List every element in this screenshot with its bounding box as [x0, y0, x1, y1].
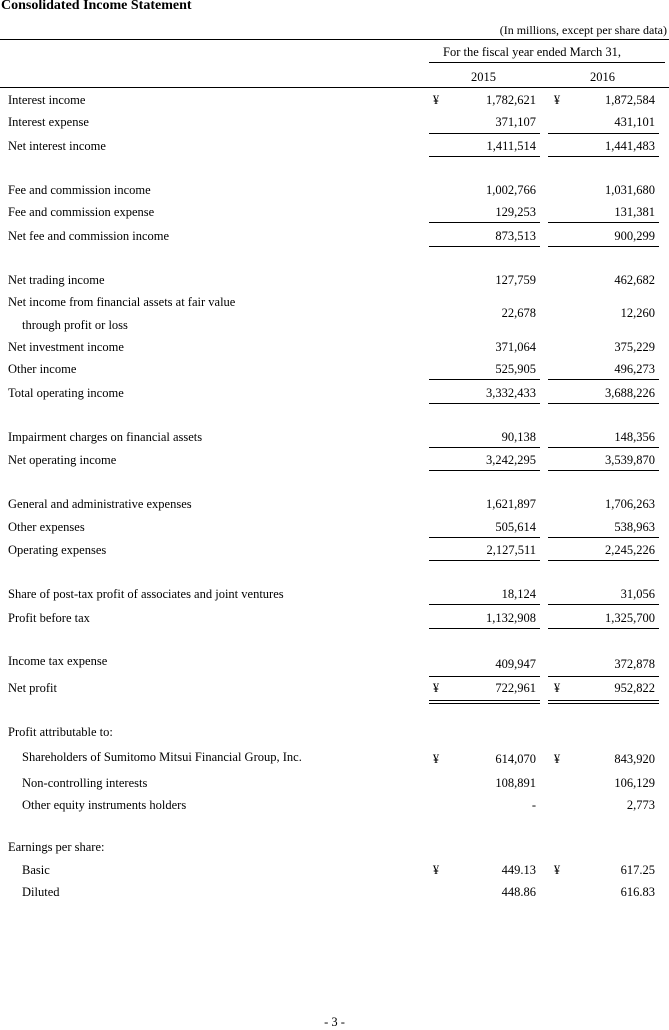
value-2015: 525,905	[495, 362, 536, 376]
value-2015: 371,064	[495, 340, 536, 354]
total-rule	[548, 628, 659, 629]
header-rule	[0, 87, 669, 88]
row-label: Net profit	[8, 681, 57, 695]
value-2015: 1,411,514	[486, 139, 536, 153]
row-label: Shareholders of Sumitomo Mitsui Financial Group, Inc.	[22, 750, 302, 764]
value-2016: 617.25	[620, 863, 655, 877]
row-label: Net income from financial assets at fair value	[8, 295, 236, 309]
row-label: Interest expense	[8, 115, 89, 129]
double-rule	[429, 700, 540, 701]
value-2016: 1,325,700	[605, 611, 655, 625]
total-rule	[429, 403, 540, 404]
subtotal-rule	[429, 537, 540, 538]
row-label: Fee and commission expense	[8, 205, 155, 219]
value-2015: 3,242,295	[486, 453, 536, 467]
total-rule	[548, 403, 659, 404]
total-rule	[429, 628, 540, 629]
row-label: Operating expenses	[8, 543, 107, 557]
row-label: Diluted	[22, 885, 60, 899]
row-label: Impairment charges on financial assets	[8, 430, 203, 444]
value-2016: 900,299	[614, 229, 655, 243]
value-2016: 431,101	[614, 115, 655, 129]
value-2016: 31,056	[620, 587, 655, 601]
value-2015: 448.86	[501, 885, 536, 899]
value-2015: 371,107	[495, 115, 536, 129]
total-rule	[548, 470, 659, 471]
value-2016: 1,706,263	[605, 497, 655, 511]
yen-sign: ¥	[553, 681, 561, 695]
value-2016: 106,129	[614, 776, 655, 790]
value-2015: 18,124	[501, 587, 536, 601]
row-label: Other equity instruments holders	[22, 798, 187, 812]
double-rule	[548, 703, 659, 704]
subtotal-rule	[548, 537, 659, 538]
row-label: Net operating income	[8, 453, 117, 467]
section-heading: Profit attributable to:	[8, 725, 113, 739]
value-2015: 1,002,766	[486, 183, 536, 197]
row-label: Share of post-tax profit of associates and joint ventures	[8, 587, 284, 601]
value-2016: 1,031,680	[605, 183, 655, 197]
subtotal-rule	[429, 676, 540, 677]
subtotal-rule	[548, 133, 659, 134]
value-2016: 372,878	[614, 657, 655, 671]
row-label: Non-controlling interests	[22, 776, 148, 790]
value-2016: 2,245,226	[605, 543, 655, 557]
value-2016: 952,822	[614, 681, 655, 695]
row-label: Net trading income	[8, 273, 105, 287]
value-2015: -	[531, 798, 536, 812]
subtotal-rule	[548, 604, 659, 605]
yen-sign: ¥	[432, 681, 440, 695]
value-2016: 375,229	[614, 340, 655, 354]
value-2015: 873,513	[495, 229, 536, 243]
page-number: - 3 -	[324, 1015, 345, 1029]
value-2016: 843,920	[614, 752, 655, 766]
value-2016: 616.83	[620, 885, 655, 899]
subtotal-rule	[429, 222, 540, 223]
row-label: Basic	[22, 863, 50, 877]
value-2016: 3,539,870	[605, 453, 655, 467]
value-2015: 2,127,511	[486, 543, 536, 557]
value-2015: 449.13	[501, 863, 536, 877]
value-2015: 1,782,621	[486, 93, 536, 107]
value-2016: 2,773	[626, 798, 655, 812]
value-2015: 129,253	[495, 205, 536, 219]
value-2015: 614,070	[495, 752, 536, 766]
yen-sign: ¥	[432, 93, 440, 107]
top-rule	[0, 39, 669, 40]
value-2016: 1,441,483	[605, 139, 655, 153]
value-2016: 148,356	[614, 430, 655, 444]
total-rule	[429, 246, 540, 247]
subtotal-rule	[548, 676, 659, 677]
row-label: Other income	[8, 362, 77, 376]
value-2016: 1,872,584	[605, 93, 655, 107]
subtotal-rule	[429, 447, 540, 448]
section-heading: Earnings per share:	[8, 840, 105, 854]
units-note: (In millions, except per share data)	[499, 23, 667, 37]
row-label: Total operating income	[8, 386, 124, 400]
row-label: Profit before tax	[8, 611, 90, 625]
value-2015: 127,759	[495, 273, 536, 287]
value-2016: 538,963	[614, 520, 655, 534]
yen-sign: ¥	[553, 752, 561, 766]
row-label-continued: through profit or loss	[22, 318, 128, 332]
value-2015: 108,891	[495, 776, 536, 790]
statement-title: Consolidated Income Statement	[1, 0, 192, 13]
double-rule	[548, 700, 659, 701]
row-label: General and administrative expenses	[8, 497, 192, 511]
subtotal-rule	[548, 379, 659, 380]
year-2015: 2015	[471, 70, 496, 84]
row-label: Income tax expense	[8, 654, 108, 668]
value-2016: 131,381	[614, 205, 655, 219]
value-2015: 722,961	[495, 681, 536, 695]
period-header: For the fiscal year ended March 31,	[443, 45, 622, 59]
row-label: Net interest income	[8, 139, 106, 153]
total-rule	[429, 156, 540, 157]
value-2015: 409,947	[495, 657, 536, 671]
yen-sign: ¥	[432, 752, 440, 766]
row-label: Other expenses	[8, 520, 85, 534]
value-2015: 22,678	[501, 306, 536, 320]
total-rule	[548, 560, 659, 561]
value-2016: 496,273	[614, 362, 655, 376]
row-label: Interest income	[8, 93, 86, 107]
subtotal-rule	[548, 447, 659, 448]
total-rule	[548, 156, 659, 157]
year-2016: 2016	[590, 70, 615, 84]
total-rule	[429, 560, 540, 561]
row-label: Net investment income	[8, 340, 124, 354]
total-rule	[429, 470, 540, 471]
value-2016: 462,682	[614, 273, 655, 287]
total-rule	[548, 246, 659, 247]
value-2015: 3,332,433	[486, 386, 536, 400]
subtotal-rule	[548, 222, 659, 223]
value-2015: 1,621,897	[486, 497, 536, 511]
row-label: Net fee and commission income	[8, 229, 170, 243]
yen-sign: ¥	[432, 863, 440, 877]
subtotal-rule	[429, 379, 540, 380]
period-rule	[429, 62, 665, 63]
subtotal-rule	[429, 604, 540, 605]
value-2015: 1,132,908	[486, 611, 536, 625]
yen-sign: ¥	[553, 93, 561, 107]
row-label: Fee and commission income	[8, 183, 151, 197]
yen-sign: ¥	[553, 863, 561, 877]
value-2016: 12,260	[620, 306, 655, 320]
value-2015: 505,614	[495, 520, 536, 534]
value-2015: 90,138	[501, 430, 536, 444]
subtotal-rule	[429, 133, 540, 134]
value-2016: 3,688,226	[605, 386, 655, 400]
double-rule	[429, 703, 540, 704]
